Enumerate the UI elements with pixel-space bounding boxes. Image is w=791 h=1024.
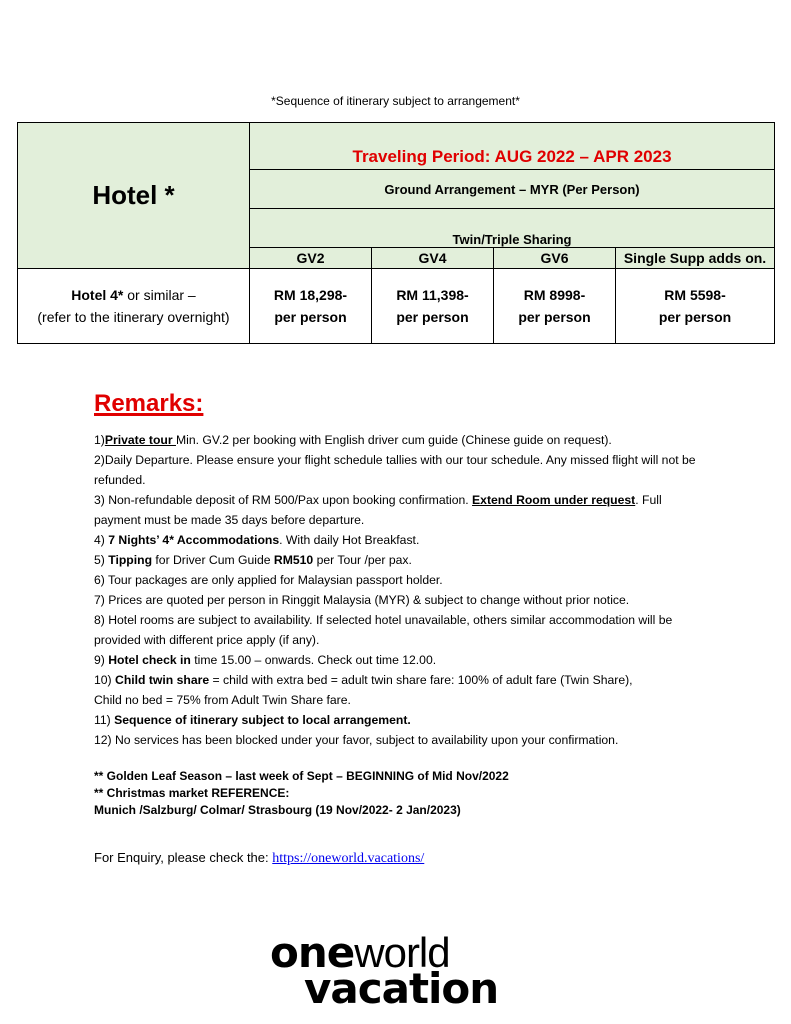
col-gv4: GV4 xyxy=(372,248,494,269)
remark-5: 5) Tipping for Driver Cum Guide RM510 per Tour /per pax. xyxy=(94,553,412,567)
table-row xyxy=(18,269,775,344)
sharing-type: Twin/Triple Sharing xyxy=(250,209,775,248)
price-gv4: RM 11,398- per person xyxy=(372,269,494,344)
website-link[interactable]: https://oneworld.vacations/ xyxy=(272,851,425,866)
enquiry-label: For Enquiry, please check the: xyxy=(94,850,273,865)
remarks-list xyxy=(94,430,704,750)
col-gv2: GV2 xyxy=(250,248,372,269)
traveling-period: Traveling Period: AUG 2022 – APR 2023 xyxy=(250,123,775,170)
remark-1: 1)Private tour Min. GV.2 per booking with English driver cum guide (Chinese guide on request). xyxy=(94,433,612,447)
ground-arrangement: Ground Arrangement – MYR (Per Person) xyxy=(250,170,775,209)
christmas-market-cities: Munich /Salzburg/ Colmar/ Strasbourg (19 Nov/2022- 2 Jan/2023) xyxy=(94,803,461,817)
col-gv6: GV6 xyxy=(494,248,616,269)
itinerary-note: *Sequence of itinerary subject to arrangement* xyxy=(271,94,520,108)
remark-3: 3) Non-refundable deposit of RM 500/Pax upon booking confirmation. Extend Room under request. Full payment must be made 35 days before departure. xyxy=(94,493,662,527)
remark-7: 7) Prices are quoted per person in Ringgit Malaysia (MYR) & subject to change without prior notice. xyxy=(94,593,630,607)
hotel-similar: or similar – xyxy=(123,287,196,303)
price-gv2: RM 18,298- per person xyxy=(250,269,372,344)
col-single-supp: Single Supp adds on. xyxy=(616,248,775,269)
remarks-title: Remarks: xyxy=(94,390,204,417)
hotel-header: Hotel * xyxy=(18,123,250,269)
hotel-note: (refer to the itinerary overnight) xyxy=(37,309,230,325)
price-gv6: RM 8998- per person xyxy=(494,269,616,344)
remark-6: 6) Tour packages are only applied for Malaysian passport holder. xyxy=(94,573,443,587)
remark-9: 9) Hotel check in time 15.00 – onwards. Check out time 12.00. xyxy=(94,653,437,667)
price-table xyxy=(17,122,775,344)
hotel-cell xyxy=(18,269,250,344)
remark-11: 11) Sequence of itinerary subject to local arrangement. xyxy=(94,713,411,727)
remark-12: 12) No services has been blocked under your favor, subject to availability upon your confirmation. xyxy=(94,733,619,747)
golden-leaf-note: ** Golden Leaf Season – last week of Sept – BEGINNING of Mid Nov/2022 xyxy=(94,769,509,783)
christmas-market-note: ** Christmas market REFERENCE: xyxy=(94,786,290,800)
season-notes xyxy=(94,768,509,819)
remark-4: 4) 7 Nights’ 4* Accommodations. With daily Hot Breakfast. xyxy=(94,533,420,547)
oneworld-vacation-logo: oneworld vacation xyxy=(270,928,499,1013)
remark-10: 10) Child twin share = child with extra bed = adult twin share fare: 100% of adult fare (Twin Share), Child no bed = 75% from Adult Twin Share fare. xyxy=(94,673,633,707)
hotel-class: Hotel 4* xyxy=(71,287,124,303)
remark-2: 2)Daily Departure. Please ensure your flight schedule tallies with our tour schedule. Any missed flight will not be refunded. xyxy=(94,453,696,487)
remark-8: 8) Hotel rooms are subject to availability. If selected hotel unavailable, others similar accommodation will be provided with different price apply (if any). xyxy=(94,613,673,647)
enquiry xyxy=(94,850,424,867)
price-single-supp: RM 5598- per person xyxy=(616,269,775,344)
